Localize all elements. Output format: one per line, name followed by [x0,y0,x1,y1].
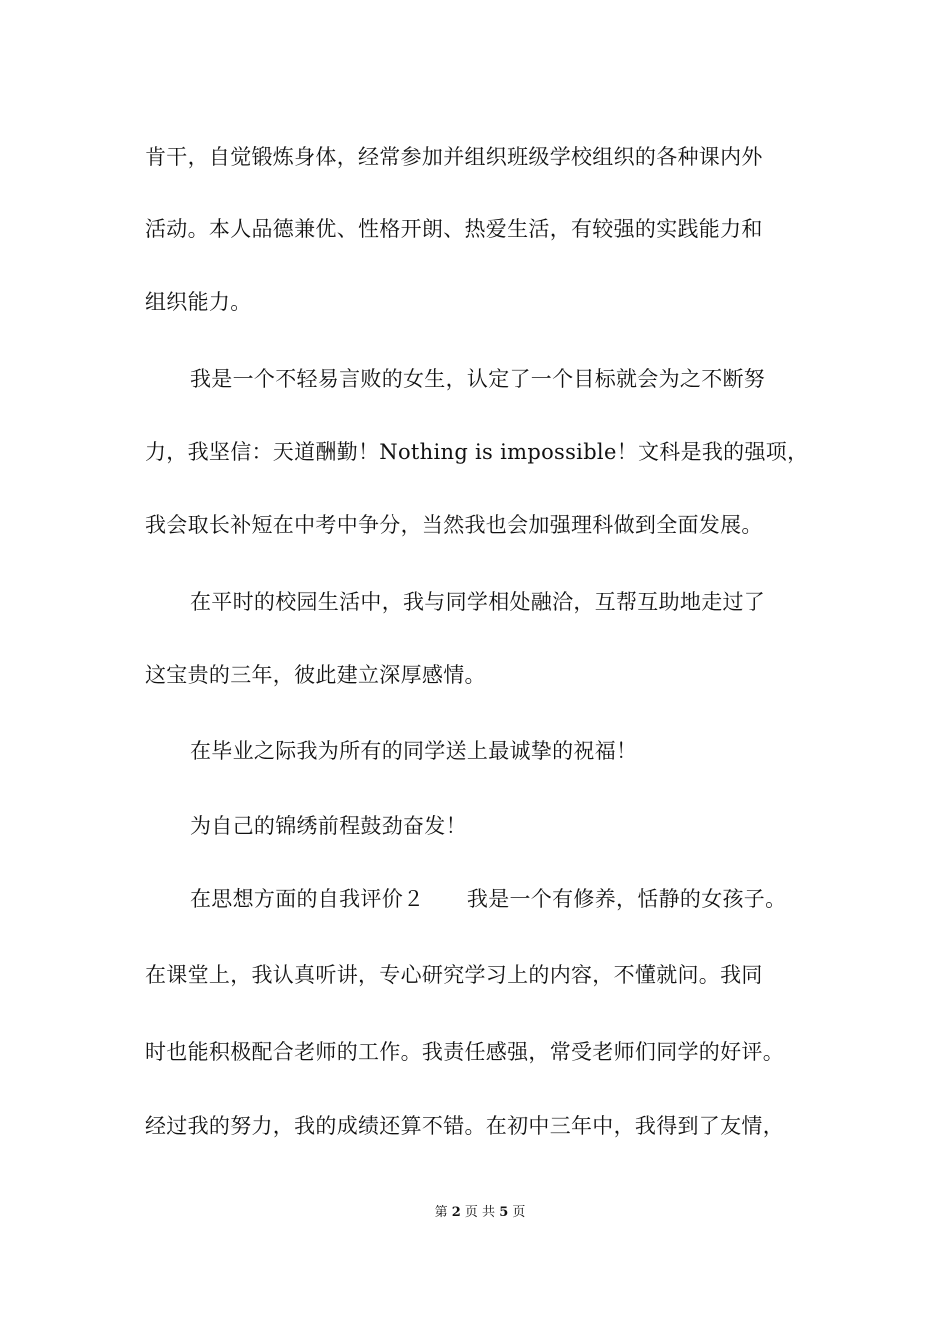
text-line-6: 我会取长补短在中考中争分，当然我也会加强理科做到全面发展。 [145,513,763,537]
footer-page-number: 2 [451,1205,461,1220]
text-line-12: 在课堂上，我认真听讲，专心研究学习上的内容，不懂就问。我同 [145,963,763,987]
text-line-9: 在毕业之际我为所有的同学送上最诚挚的祝福！ [190,739,638,763]
text-line-7: 在平时的校园生活中，我与同学相处融洽，互帮互助地走过了 [190,590,766,614]
text-line-8: 这宝贵的三年，彼此建立深厚感情。 [145,663,486,687]
footer-prefix: 第 [434,1205,448,1220]
text-line-11: 在思想方面的自我评价２ 我是一个有修养，恬静的女孩子。 [190,887,787,911]
text-line-14: 经过我的努力，我的成绩还算不错。在初中三年中，我得到了友情， [145,1114,784,1138]
text-line-10: 为自己的锦绣前程鼓劲奋发！ [190,814,467,838]
text-line-2: 活动。本人品德兼优、性格开朗、热爱生活，有较强的实践能力和 [145,217,763,241]
page-footer [0,1205,950,1221]
footer-middle: 页 共 [464,1205,496,1220]
text-line-1: 肯干，自觉锻炼身体，经常参加并组织班级学校组织的各种课内外 [145,145,763,169]
footer-suffix: 页 [512,1205,526,1220]
text-line-4: 我是一个不轻易言败的女生，认定了一个目标就会为之不断努 [190,367,766,391]
text-line-3: 组织能力。 [145,290,252,314]
text-line-13: 时也能积极配合老师的工作。我责任感强，常受老师们同学的好评。 [145,1040,784,1064]
text-line-5: 力，我坚信：天道酬勤！Nothing is impossible！文科是我的强项， [145,440,809,464]
footer-total-pages: 5 [499,1205,509,1220]
